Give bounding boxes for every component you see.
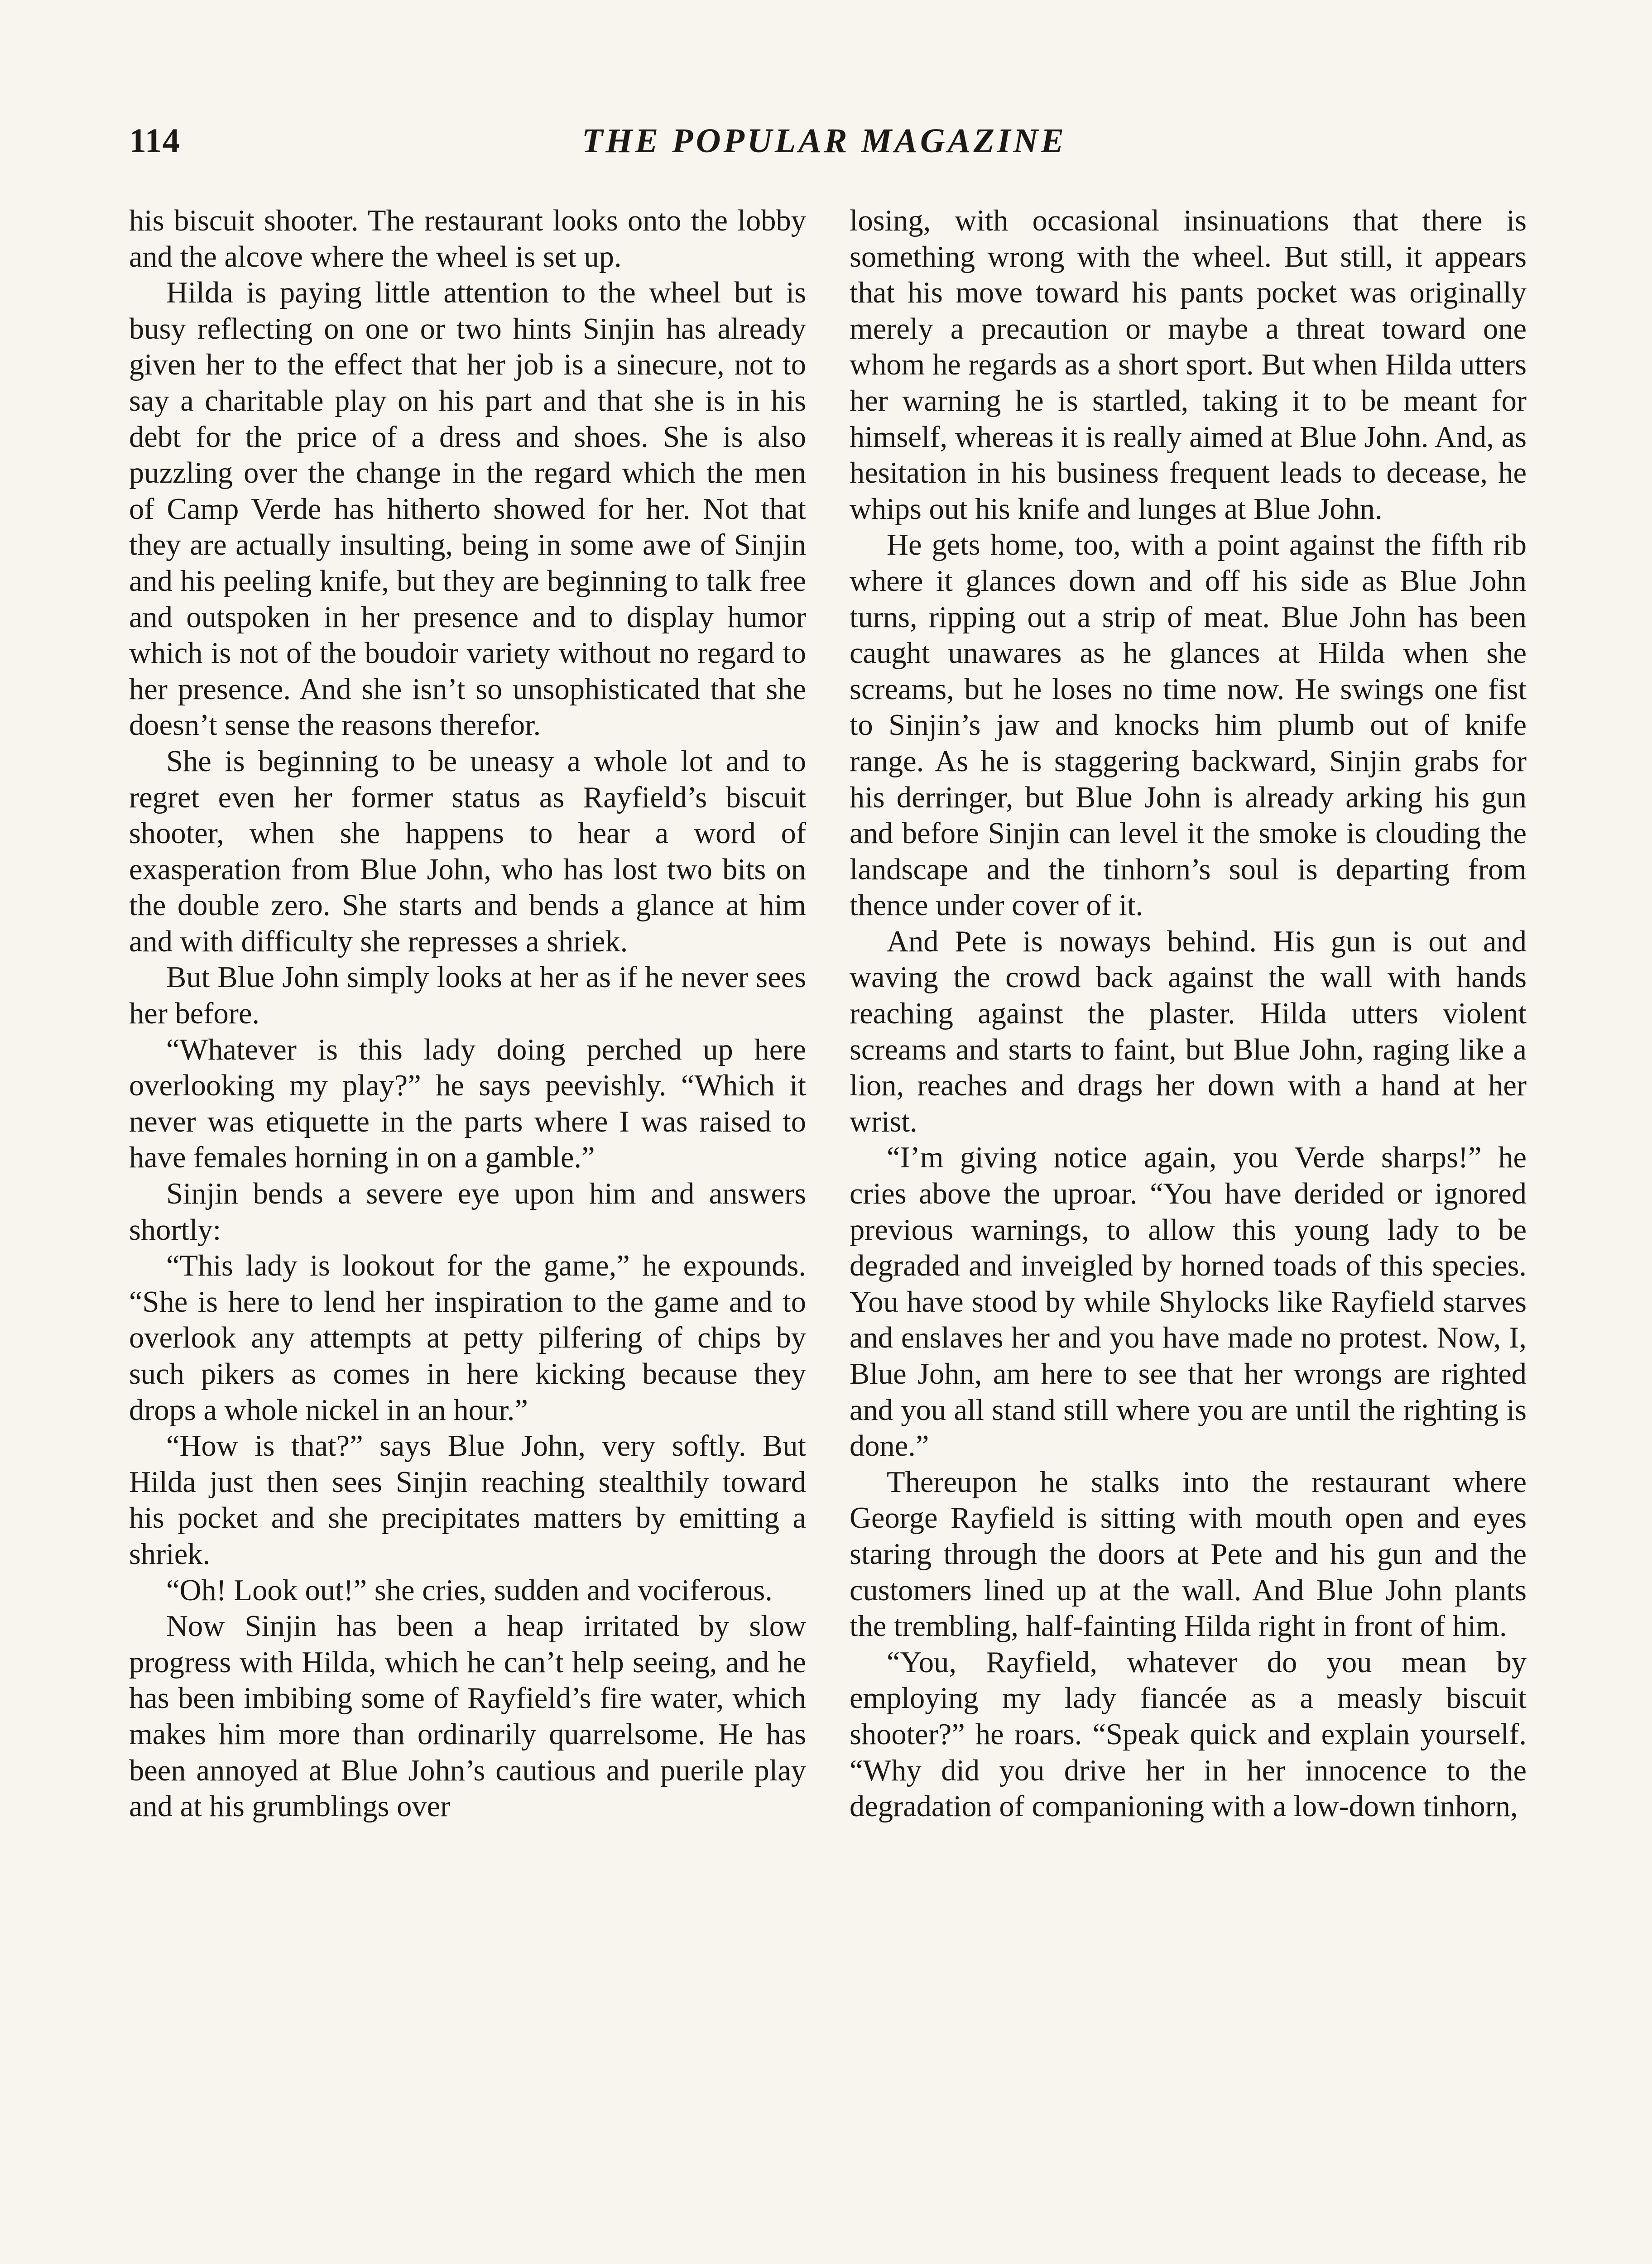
paragraph: She is beginning to be uneasy a whole lot and to regret even her former status as Rayfield’s biscuit shooter, when she happens to hear a word of exasperation from Blue John, who has lost two bits on the double zero. She starts and bends a glance at him and with difficulty she represses a shriek. bbox=[129, 744, 806, 958]
paragraph: But Blue John simply looks at her as if he never sees her before. bbox=[129, 961, 806, 1031]
paragraph: Now Sinjin has been a heap irritated by slow progress with Hilda, which he can’t help seeing, and he has been imbibing some of Rayfield’s fire water, which makes him more than ordinarily quarrelsome. He has been annoyed at Blue John’s cautious and puerile play and at his grumblings over bbox=[129, 1610, 806, 1823]
right-column bbox=[850, 203, 1527, 2264]
magazine-title: THE POPULAR MAGAZINE bbox=[581, 122, 1067, 160]
paragraph: Hilda is paying little attention to the wheel but is busy reflecting on one or two hints Sinjin has already given her to the effect that her job is a sinecure, not to say a charitable play on his part and that she is in his debt for the price of a dress and shoes. She is also puzzling over the change in the regard which the men of Camp Verde has hitherto showed for her. Not that they are actually insulting, being in some awe of Sinjin and his peeling knife, but they are beginning to talk free and outspoken in her presence and to display humor which is not of the boudoir variety without no regard to her presence. And she isn’t so unsophisticated that she doesn’t sense the reasons therefor. bbox=[129, 276, 806, 742]
paragraph: his biscuit shooter. The restaurant looks onto the lobby and the alcove where the wheel is set up. bbox=[129, 204, 806, 273]
paragraph: He gets home, too, with a point against the fifth rib where it glances down and off his side as Blue John turns, ripping out a strip of meat. Blue John has been caught unawares as he glances at Hilda when she screams, but he loses no time now. He swings one fist to Sinjin’s jaw and knocks him plumb out of knife range. As he is staggering backward, Sinjin grabs for his derringer, but Blue John is already arking his gun and before Sinjin can level it the smoke is clouding the landscape and the tinhorn’s soul is departing from thence under cover of it. bbox=[850, 528, 1527, 922]
page-header bbox=[129, 121, 1519, 171]
paragraph: losing, with occasional insinuations that there is something wrong with the wheel. But still, it appears that his move toward his pants pocket was originally merely a precaution or maybe a threat toward one whom he regards as a short sport. But when Hilda utters her warning he is startled, taking it to be meant for himself, whereas it is really aimed at Blue John. And, as hesitation in his business frequent leads to decease, he whips out his knife and lunges at Blue John. bbox=[850, 204, 1527, 526]
paragraph: “You, Rayfield, whatever do you mean by employing my lady fiancée as a measly biscuit shooter?” he roars. “Speak quick and explain yourself. “Why did you drive her in her innocence to the degradation of companioning with a low-down tinhorn, bbox=[850, 1645, 1527, 1823]
left-column bbox=[129, 203, 806, 2264]
paragraph: Sinjin bends a severe eye upon him and answers shortly: bbox=[129, 1177, 806, 1247]
paragraph: “I’m giving notice again, you Verde sharps!” he cries above the uproar. “You have derided or ignored previous warnings, to allow this young lady to be degraded and inveigled by horned toads of this species. You have stood by while Shylocks like Rayfield starves and enslaves her and you have made no protest. Now, I, Blue John, am here to see that her wrongs are righted and you all stand still where you are until the righting is done.” bbox=[850, 1141, 1527, 1463]
paragraph: And Pete is noways behind. His gun is out and waving the crowd back against the wall with hands reaching against the plaster. Hilda utters violent screams and starts to faint, but Blue John, raging like a lion, reaches and drags her down with a hand at her wrist. bbox=[850, 925, 1527, 1138]
paragraph: “Oh! Look out!” she cries, sudden and vociferous. bbox=[166, 1573, 773, 1607]
paragraph: “This lady is lookout for the game,” he expounds. “She is here to lend her inspiration to the game and to overlook any attempts at petty pilfering of chips by such pikers as comes in here kicking because they drops a whole nickel in an hour.” bbox=[129, 1249, 806, 1427]
paragraph: “How is that?” says Blue John, very softly. But Hilda just then sees Sinjin reaching stealthily toward his pocket and she precipitates matters by emitting a shriek. bbox=[129, 1429, 806, 1571]
paragraph: Thereupon he stalks into the restaurant where George Rayfield is sitting with mouth open and eyes staring through the doors at Pete and his gun and the customers lined up at the wall. And Blue John plants the trembling, half-fainting Hilda right in front of him. bbox=[850, 1465, 1527, 1643]
paragraph: “Whatever is this lady doing perched up here overlooking my play?” he says peevishly. “Which it never was etiquette in the parts where I was raised to have females horning in on a gamble.” bbox=[129, 1033, 806, 1175]
page-number: 114 bbox=[129, 122, 180, 160]
